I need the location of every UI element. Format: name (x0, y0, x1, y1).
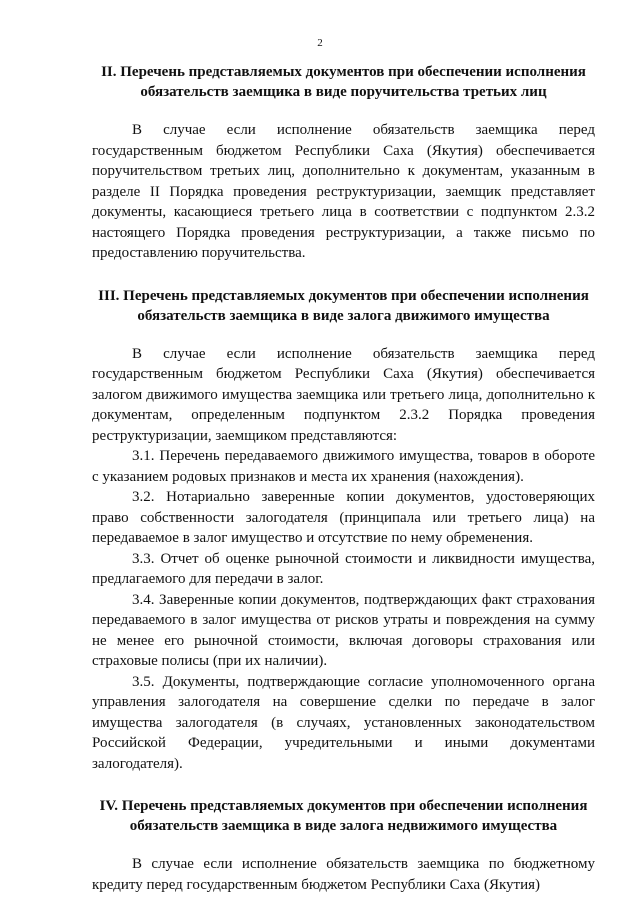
section-heading-4: IV. Перечень представляемых документов при обеспечении исполнения обязательств заемщика в виде залога недвижимого имущества (99, 798, 588, 834)
document-body (92, 62, 595, 895)
section-heading-3: III. Перечень представляемых документов при обеспечении исполнения обязательств заемщика в виде залога движимого имущества (98, 287, 589, 324)
list-item-3-5: 3.5. Документы, подтверждающие согласие уполномоченного органа управления залогодателя на совершение сделки по передаче в залог имущества залогодателя (в случаях, установленных законодательством Российской Федерации, учредительными и иными документами залогодателя). (92, 673, 595, 772)
page-number: 2 (317, 37, 323, 49)
list-item-3-2: 3.2. Нотариально заверенные копии документов, удостоверяющих право собственности залогодателя (принципала или третьего лица) на передаваемое в залог имущество и отсутствие по нему обременения. (92, 489, 595, 546)
section-heading-2: II. Перечень представляемых документов при обеспечении исполнения обязательств заемщика в виде поручительства третьих лиц (101, 64, 586, 100)
paragraph: В случае если исполнение обязательств заемщика перед государственным бюджетом Республики Саха (Якутия) обеспечивается залогом движимого имущества заемщика или третьего лица, дополнительно к документам, определенным подпунктом 2.3.2 Порядка проведения реструктуризации, заемщиком представляются: (92, 345, 595, 444)
list-item-3-3: 3.3. Отчет об оценке рыночной стоимости и ликвидности имущества, предлагаемого для передачи в залог. (92, 550, 595, 587)
list-item-3-1: 3.1. Перечень передаваемого движимого имущества, товаров в обороте с указанием родовых признаков и места их хранения (нахождения). (92, 448, 595, 485)
paragraph: В случае если исполнение обязательств заемщика по бюджетному кредиту перед государственным бюджетом Республики Саха (Якутия) (92, 856, 595, 893)
paragraph: В случае если исполнение обязательств заемщика перед государственным бюджетом Республики Саха (Якутия) обеспечивается поручительством третьих лиц, дополнительно к документам, указанным в разделе II Порядка проведения реструктуризации, заемщик представляет документы, касающиеся третьего лица в соответствии с подпунктом 2.3.2 настоящего Порядка проведения реструктуризации, а также письмо по предоставлению поручительства. (92, 122, 595, 261)
list-item-3-4: 3.4. Заверенные копии документов, подтверждающих факт страхования передаваемого в залог имущества от рисков утраты и повреждения на сумму не менее его рыночной стоимости, включая договоры страхования или страховые полисы (при их наличии). (92, 591, 595, 669)
